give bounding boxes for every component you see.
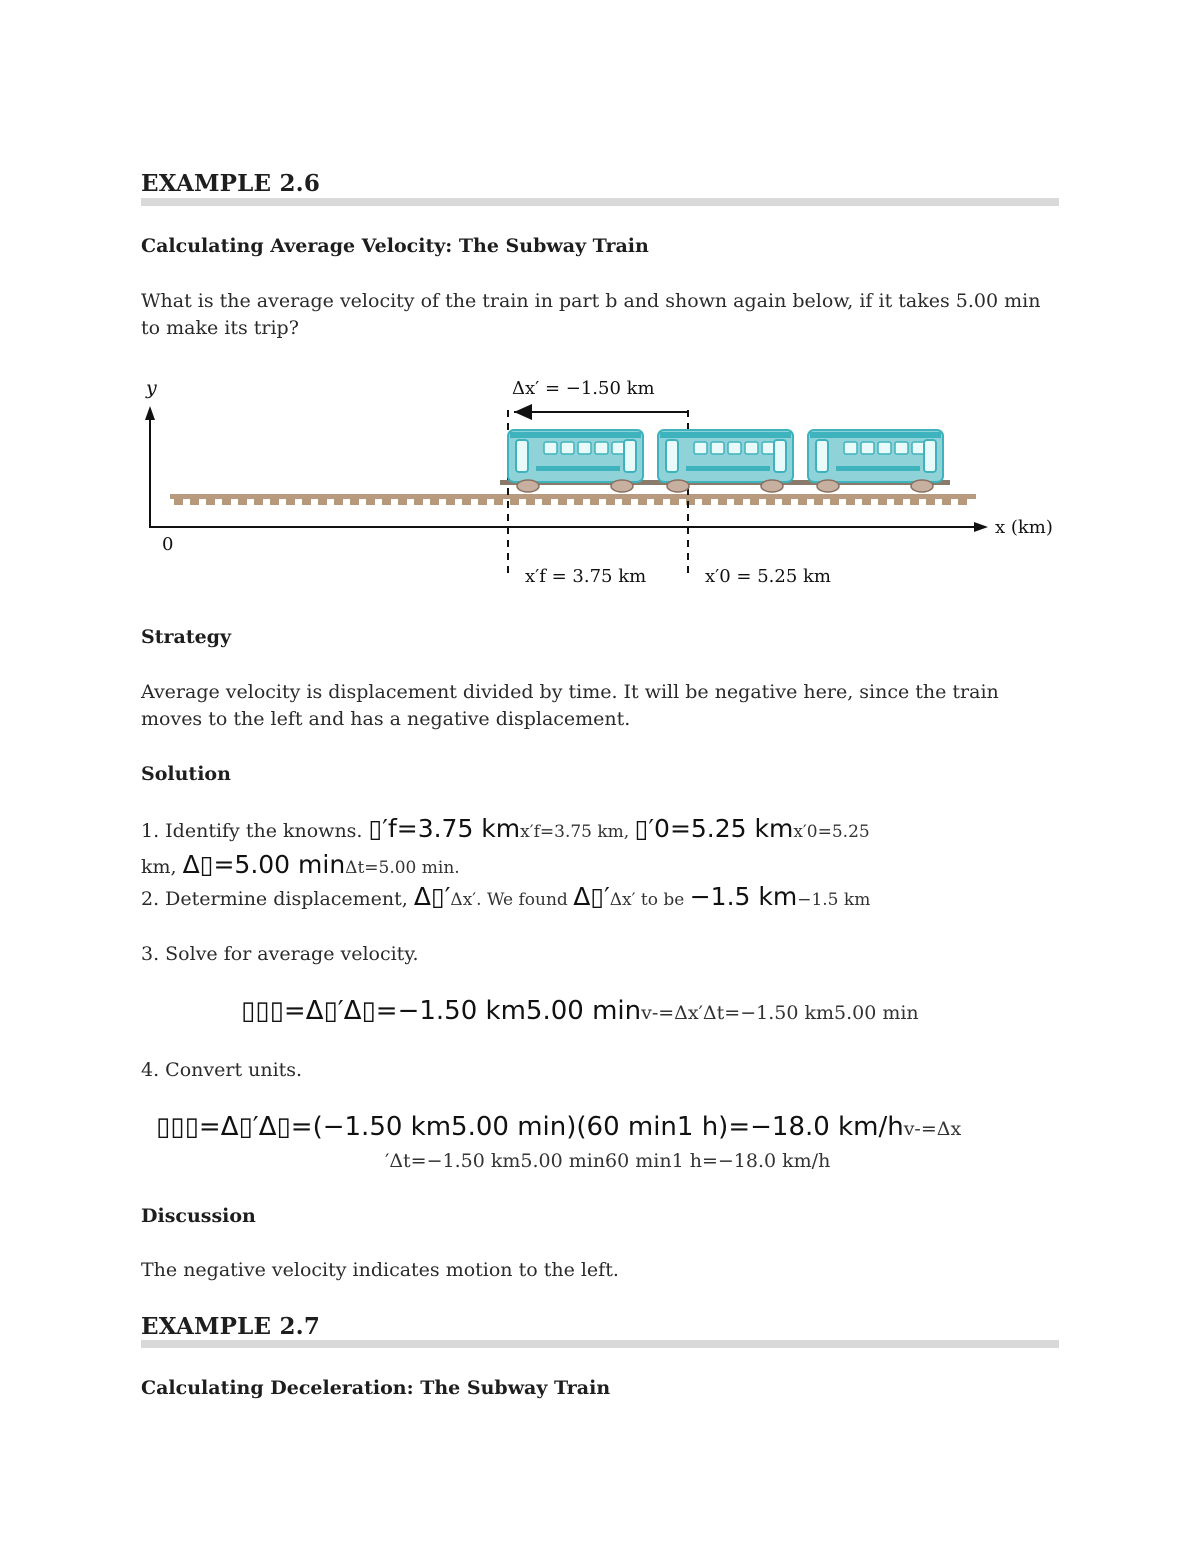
track-tie bbox=[622, 499, 631, 505]
track-tie bbox=[782, 499, 791, 505]
strategy-text: Average velocity is displacement divided by time. It will be negative here, since the train moves to the left and has a negative displacement. bbox=[141, 681, 999, 730]
train-window bbox=[694, 442, 707, 454]
xf-fallback: x′f=3.75 km, bbox=[520, 822, 635, 842]
track-tie bbox=[318, 499, 327, 505]
discussion-heading: Discussion bbox=[141, 1205, 256, 1227]
subway-train-figure bbox=[140, 368, 1060, 593]
equation-convert-units-cont bbox=[385, 1150, 830, 1172]
step-2 bbox=[141, 882, 870, 911]
track-tie bbox=[398, 499, 407, 505]
train-wheel bbox=[761, 480, 783, 492]
track-tie bbox=[654, 499, 663, 505]
strategy-heading: Strategy bbox=[141, 626, 232, 648]
dx-fallback-2: Δx′ to be bbox=[609, 890, 690, 910]
step-3: 3. Solve for average velocity. bbox=[141, 943, 419, 965]
track-tie bbox=[830, 499, 839, 505]
y-axis-arrow-icon bbox=[145, 406, 155, 420]
train-door bbox=[924, 440, 936, 472]
equation-average-velocity bbox=[241, 996, 919, 1026]
step-4: 4. Convert units. bbox=[141, 1059, 303, 1081]
x0-math: ▯′0=5.25 km bbox=[634, 814, 794, 843]
track-tie bbox=[334, 499, 343, 505]
train-window bbox=[878, 442, 891, 454]
track-rail bbox=[170, 494, 976, 499]
track-tie bbox=[478, 499, 487, 505]
train-door bbox=[516, 440, 528, 472]
track-tie bbox=[942, 499, 951, 505]
x0-fallback: x′0=5.25 bbox=[793, 822, 870, 842]
train-door bbox=[774, 440, 786, 472]
track-tie bbox=[222, 499, 231, 505]
track-tie bbox=[430, 499, 439, 505]
track-tie bbox=[206, 499, 215, 505]
track-tie bbox=[190, 499, 199, 505]
track-tie bbox=[270, 499, 279, 505]
track-ties bbox=[174, 499, 967, 505]
x-axis-arrow-icon bbox=[974, 522, 988, 532]
step-1-km: km, bbox=[141, 856, 183, 878]
dx-value-fallback: −1.5 km bbox=[797, 890, 871, 910]
train-cars bbox=[500, 430, 950, 492]
example-2-6-subtitle: Calculating Average Velocity: The Subway Train bbox=[141, 235, 649, 257]
track-tie bbox=[878, 499, 887, 505]
train-wheel bbox=[911, 480, 933, 492]
eq2-fallback-a: v-=Δx bbox=[903, 1118, 962, 1140]
train-window bbox=[861, 442, 874, 454]
train-window bbox=[895, 442, 908, 454]
track-tie bbox=[350, 499, 359, 505]
track-tie bbox=[750, 499, 759, 505]
train-car bbox=[500, 430, 650, 492]
step-1 bbox=[141, 814, 870, 843]
track-tie bbox=[174, 499, 183, 505]
train-window bbox=[728, 442, 741, 454]
y-axis-label: y bbox=[146, 377, 157, 399]
train-stripe bbox=[686, 466, 770, 471]
xf-math: ▯′f=3.75 km bbox=[368, 814, 521, 843]
track-tie bbox=[558, 499, 567, 505]
track-tie bbox=[846, 499, 855, 505]
train-window bbox=[595, 442, 608, 454]
track-tie bbox=[414, 499, 423, 505]
train-wheel bbox=[667, 480, 689, 492]
dt-math: Δ▯=5.00 min bbox=[182, 850, 346, 879]
track-tie bbox=[302, 499, 311, 505]
track-tie bbox=[702, 499, 711, 505]
dx-value-math: −1.5 km bbox=[689, 882, 798, 911]
train-wheel bbox=[517, 480, 539, 492]
dx-math-2: Δ▯′ bbox=[573, 882, 610, 911]
track-tie bbox=[254, 499, 263, 505]
train-door bbox=[624, 440, 636, 472]
track-tie bbox=[734, 499, 743, 505]
discussion-text: The negative velocity indicates motion to the left. bbox=[141, 1259, 619, 1281]
train-roof bbox=[660, 432, 791, 438]
train-window bbox=[844, 442, 857, 454]
track-tie bbox=[462, 499, 471, 505]
step-1-cont bbox=[141, 850, 460, 879]
example-2-6-title: EXAMPLE 2.6 bbox=[141, 170, 321, 197]
eq2-fallback-b: ′Δt=−1.50 km5.00 min60 min1 h=−18.0 km/h bbox=[385, 1150, 831, 1172]
track-tie bbox=[526, 499, 535, 505]
origin-label: 0 bbox=[162, 534, 174, 555]
track-tie bbox=[446, 499, 455, 505]
step-2-text: 2. Determine displacement, bbox=[141, 888, 414, 910]
train-window bbox=[561, 442, 574, 454]
dx-fallback: Δx′. We found bbox=[450, 890, 574, 910]
train-car bbox=[650, 430, 800, 492]
track-tie bbox=[382, 499, 391, 505]
track-tie bbox=[862, 499, 871, 505]
track-tie bbox=[574, 499, 583, 505]
section-rule bbox=[141, 198, 1059, 206]
example-2-7-subtitle: Calculating Deceleration: The Subway Train bbox=[141, 1377, 611, 1399]
track-tie bbox=[510, 499, 519, 505]
train-window bbox=[544, 442, 557, 454]
track-tie bbox=[494, 499, 503, 505]
train-roof bbox=[510, 432, 641, 438]
train-stripe bbox=[536, 466, 620, 471]
track-tie bbox=[926, 499, 935, 505]
step-1-text: 1. Identify the knowns. bbox=[141, 820, 369, 842]
xf-label: x′f = 3.75 km bbox=[525, 566, 647, 587]
dt-fallback: Δt=5.00 min. bbox=[345, 858, 460, 878]
train-window bbox=[745, 442, 758, 454]
x0-label: x′0 = 5.25 km bbox=[705, 566, 831, 587]
track-tie bbox=[638, 499, 647, 505]
track-tie bbox=[590, 499, 599, 505]
train-window bbox=[711, 442, 724, 454]
example-2-7-title: EXAMPLE 2.7 bbox=[141, 1313, 321, 1340]
track-tie bbox=[798, 499, 807, 505]
track-tie bbox=[238, 499, 247, 505]
train-roof bbox=[810, 432, 941, 438]
train-wheel bbox=[817, 480, 839, 492]
dx-math: Δ▯′ bbox=[413, 882, 451, 911]
equation-convert-units bbox=[156, 1112, 961, 1142]
train-door bbox=[666, 440, 678, 472]
train-door bbox=[816, 440, 828, 472]
eq1-math: ▯▯▯=Δ▯′Δ▯=−1.50 km5.00 min bbox=[241, 996, 642, 1026]
track-tie bbox=[606, 499, 615, 505]
question-text: What is the average velocity of the train in part b and shown again below, if it takes 5.00 min to make its trip? bbox=[141, 290, 1041, 339]
track-tie bbox=[814, 499, 823, 505]
eq1-fallback: v-=Δx′Δt=−1.50 km5.00 min bbox=[641, 1002, 919, 1024]
track-tie bbox=[910, 499, 919, 505]
track-tie bbox=[542, 499, 551, 505]
track-tie bbox=[958, 499, 967, 505]
track-tie bbox=[366, 499, 375, 505]
track-tie bbox=[718, 499, 727, 505]
train-wheel bbox=[611, 480, 633, 492]
section-rule-2 bbox=[141, 1340, 1059, 1348]
track-tie bbox=[670, 499, 679, 505]
x-axis-label: x (km) bbox=[995, 517, 1053, 538]
track-tie bbox=[766, 499, 775, 505]
solution-heading: Solution bbox=[141, 763, 231, 785]
displacement-label: Δx′ = −1.50 km bbox=[512, 378, 655, 399]
track-tie bbox=[286, 499, 295, 505]
train-car bbox=[800, 430, 950, 492]
train-stripe bbox=[836, 466, 920, 471]
eq2-math: ▯▯▯=Δ▯′Δ▯=(−1.50 km5.00 min)(60 min1 h)=−18.0 km/h bbox=[156, 1112, 904, 1142]
train-window bbox=[578, 442, 591, 454]
track-tie bbox=[894, 499, 903, 505]
